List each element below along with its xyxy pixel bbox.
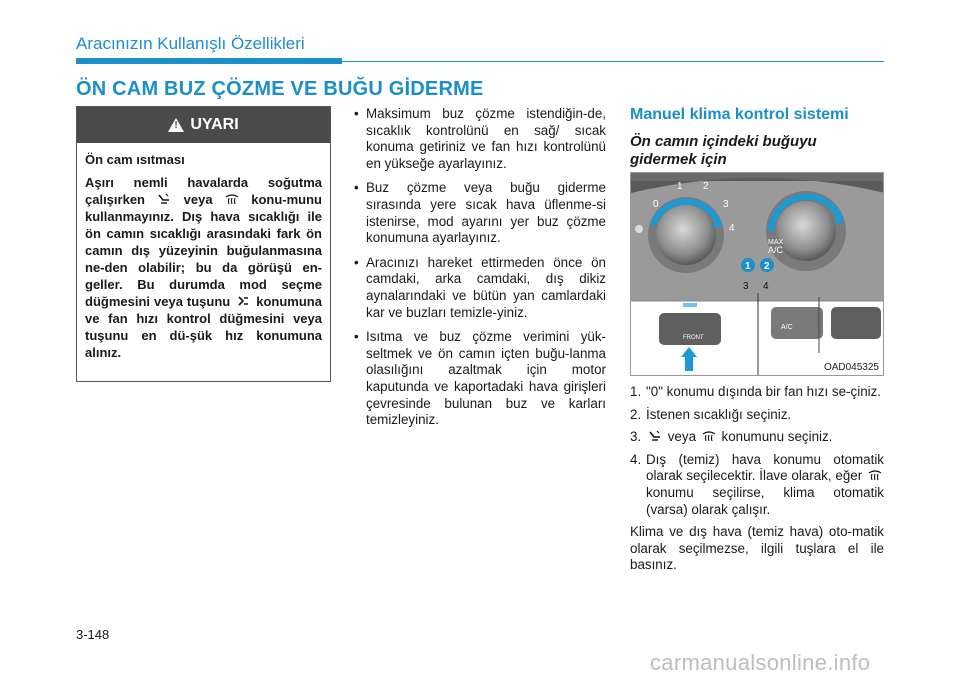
ac-button-label: A/C <box>781 324 793 331</box>
chapter-title: Aracınızın Kullanışlı Özellikleri <box>76 34 305 53</box>
front-label: FRONT <box>683 335 704 341</box>
floor-defrost-icon <box>157 193 171 205</box>
step-number: 2. <box>630 406 642 422</box>
step-item <box>630 429 884 446</box>
bullet-item: • Aracınızı hareket ettirmeden önce ön camdaki, arka camdaki, dış dikiz aynalarındaki ve bütün yan camlardaki kar ve buzları temizle-yiniz. <box>352 255 606 321</box>
fan-icon <box>635 225 643 233</box>
warning-heading: UYARI <box>190 116 239 133</box>
header-rule-thin <box>342 61 884 62</box>
step-text: İstenen sıcaklığı seçiniz. <box>646 406 792 422</box>
ac-label: A/C <box>768 245 784 255</box>
dial-tick: 3 <box>723 199 729 210</box>
climate-panel-illustration <box>631 173 884 376</box>
warning-text-2: veya <box>183 192 213 207</box>
temperature-knob <box>776 201 836 261</box>
section-title: ÖN CAM BUZ ÇÖZME VE BUĞU GİDERME <box>76 78 484 100</box>
warning-header <box>77 107 330 143</box>
max-label: MAX <box>768 239 784 246</box>
step-number: 1. <box>630 384 642 399</box>
warning-triangle-icon <box>168 118 184 132</box>
recirculation-button <box>831 307 881 339</box>
bullet-item: • Buz çözme veya buğu giderme sırasında yere sıcak hava üflenme-si istenirse, mod ayarını yer buz çözme konumuna ayarlayınız. <box>352 180 606 246</box>
middle-column <box>352 106 606 437</box>
step-item <box>630 384 884 401</box>
step-text: "0" konumu dışında bir fan hızı se-çiniz. <box>646 384 882 399</box>
dial-tick: 4 <box>729 223 735 234</box>
callout-3: 3 <box>743 281 749 292</box>
defrost-icon <box>868 469 882 481</box>
dial-tick: 1 <box>677 181 683 192</box>
bullet-item: • Isıtma ve buz çözme verimini yük-seltmek ve ön camın içten buğu-lanma olasılığını azaltmak için motor kaputunda ve kaportadaki hava girişleri çevresinde bulunan buz ve karları temizleyiniz. <box>352 329 606 429</box>
warning-text-3: konu-munu kullanmayınız. Dış hava sıcaklığı ile ön camın sıcaklığı arasındaki fark ön camın dış yüzeyinin buğulanmasına ne-den olabilir; bu da görüşü en-geller. Bu durumda mod seçme düğmesini veya tuşunu <box>85 192 322 309</box>
right-column <box>630 106 884 169</box>
step-item <box>630 407 884 424</box>
face-vent-icon <box>236 295 250 307</box>
watermark: carmanualsonline.info <box>650 650 871 675</box>
callout-2: 2 <box>764 261 770 272</box>
steps-list <box>630 384 884 574</box>
warning-text-1: Aşırı nemli havalarda soğutma çalışırken <box>85 175 322 207</box>
warning-subtitle: Ön cam ısıtması <box>85 152 185 167</box>
step-text: veya <box>667 429 697 445</box>
step-text: konumu seçilirse, klima otomatik (varsa) olarak çalışır. <box>646 484 884 517</box>
step-text: konumunu seçiniz. <box>721 429 833 445</box>
bullet-item: • Maksimum buz çözme istendiğin-de, sıcaklık kontrolünü en sağ/ sıcak konuma getiriniz ve fan hızı kontrolünü en yükseğe ayarlayınız. <box>352 106 606 172</box>
callout-4: 4 <box>763 281 769 292</box>
subsection-title: Manuel klima kontrol sistemi <box>630 106 849 123</box>
floor-defrost-icon <box>648 430 662 442</box>
header-rule-thick <box>76 58 342 64</box>
step-text: Dış (temiz) hava konumu otomatik olarak seçilecektir. İlave olarak, eğer <box>646 451 884 484</box>
climate-control-figure <box>630 172 884 376</box>
step-number: 4. <box>630 451 642 467</box>
warning-box <box>76 106 331 382</box>
dial-tick: 0 <box>653 199 659 210</box>
defrost-icon <box>225 193 239 205</box>
figure-caption: OAD045325 <box>823 362 879 373</box>
subsection-subtitle: Ön camın içindeki buğuyu gidermek için <box>630 133 817 168</box>
page-number: 3-148 <box>76 627 110 642</box>
ac-button <box>771 307 823 339</box>
warning-text <box>85 174 322 361</box>
warning-text-4: konumuna ve fan hızı kontrol düğmesini veya tuşunu en dü-şük hız konumuna alınız. <box>85 294 322 360</box>
dial-tick: 2 <box>703 181 709 192</box>
step-number: 3. <box>630 429 642 445</box>
callout-1: 1 <box>745 261 751 272</box>
fan-speed-knob <box>656 205 716 265</box>
step-item <box>630 452 884 518</box>
closing-paragraph: Klima ve dış hava (temiz hava) oto-matik olarak seçilmezse, ilgili tuşlara el ile basınız. <box>630 524 884 573</box>
defrost-icon <box>702 430 716 442</box>
